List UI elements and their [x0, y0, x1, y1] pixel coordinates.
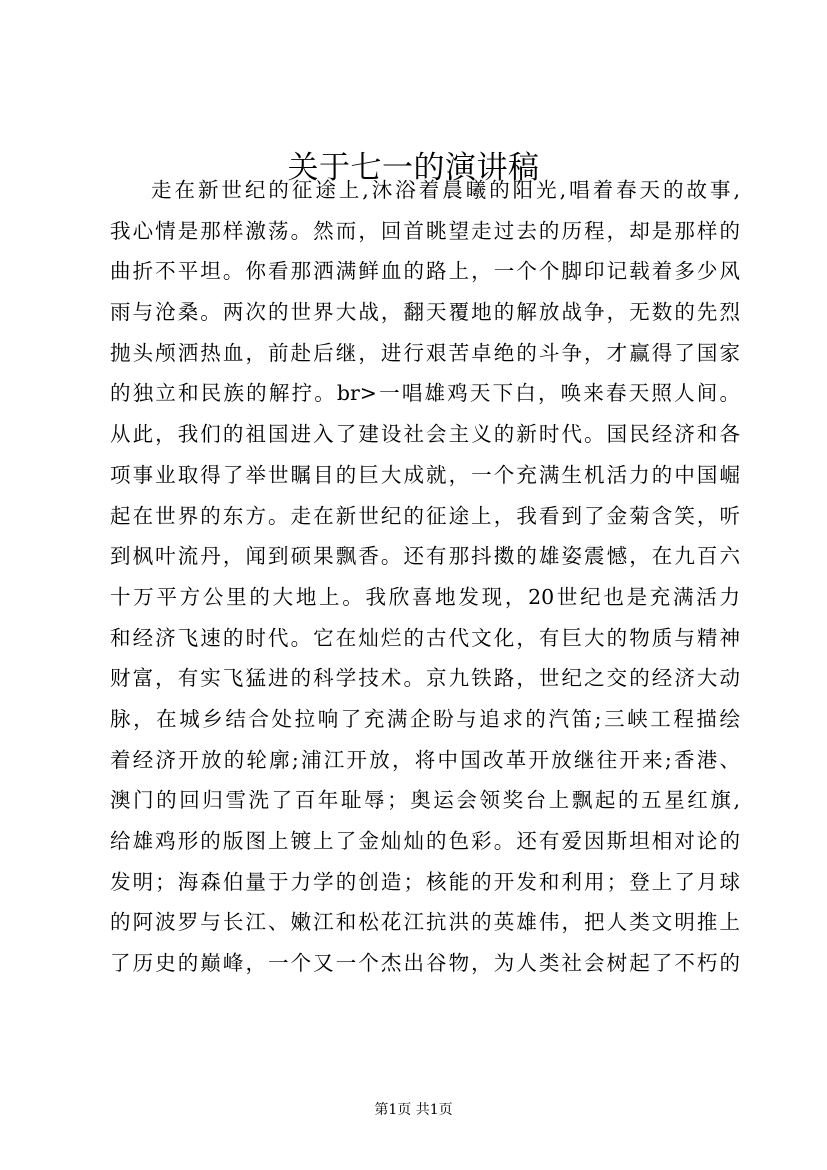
body-line: 从此，我们的祖国进入了建设社会主义的新时代。国民经济和各: [110, 422, 740, 447]
body-line: 和经济飞速的时代。它在灿烂的古代文化，有巨大的物质与精神: [110, 625, 740, 650]
body-line: 着经济开放的轮廓;浦江开放，将中国改革开放继往开来;香港、: [110, 747, 740, 772]
body-line: 抛头颅洒热血，前赴后继，进行艰苦卓绝的斗争，才赢得了国家: [110, 340, 740, 365]
body-line: 了历史的巅峰，一个又一个杰出谷物，为人类社会树起了不朽的: [110, 951, 740, 976]
body-line: 起在世界的东方。走在新世纪的征途上，我看到了金菊含笑，听: [110, 503, 740, 528]
body-line: 走在新世纪的征途上,沐浴着晨曦的阳光,唱着春天的故事,: [151, 178, 740, 202]
body-line: 发明；海森伯量于力学的创造；核能的开发和利用；登上了月球: [110, 869, 740, 894]
page-title: 关于七一的演讲稿: [287, 150, 540, 186]
body-line: 项事业取得了举世瞩目的巨大成就，一个充满生机活力的中国崛: [110, 462, 740, 487]
body-line: 到枫叶流丹，闻到硕果飘香。还有那抖擞的雄姿震憾，在九百六: [110, 544, 740, 569]
body-line: 曲折不平坦。你看那洒满鲜血的路上，一个个脚印记载着多少风: [110, 259, 740, 284]
body-line: 的阿波罗与长江、嫩江和松花江抗洪的英雄伟，把人类文明推上: [110, 910, 740, 935]
body-line: 雨与沧桑。两次的世界大战，翻天覆地的解放战争，无数的先烈: [110, 300, 740, 325]
body-line: 脉，在城乡结合处拉响了充满企盼与追求的汽笛;三峡工程描绘: [110, 706, 740, 731]
body-line: 的独立和民族的解拧。br>一唱雄鸡天下白，唤来春天照人间。: [110, 381, 740, 406]
speech-body: [110, 170, 740, 984]
body-line: 澳门的回归雪洗了百年耻辱；奥运会领奖台上飘起的五星红旗,: [110, 788, 740, 813]
body-line: 我心情是那样激荡。然而，回首眺望走过去的历程，却是那样的: [110, 218, 740, 243]
body-line: 给雄鸡形的版图上镀上了金灿灿的色彩。还有爱因斯坦相对论的: [110, 829, 740, 853]
body-line: 十万平方公里的大地上。我欣喜地发现，20世纪也是充满活力: [110, 584, 740, 609]
page-number-footer: 第1页 共1页: [374, 1102, 453, 1118]
body-line: 财富，有实飞猛进的科学技术。京九铁路，世纪之交的经济大动: [110, 666, 740, 691]
